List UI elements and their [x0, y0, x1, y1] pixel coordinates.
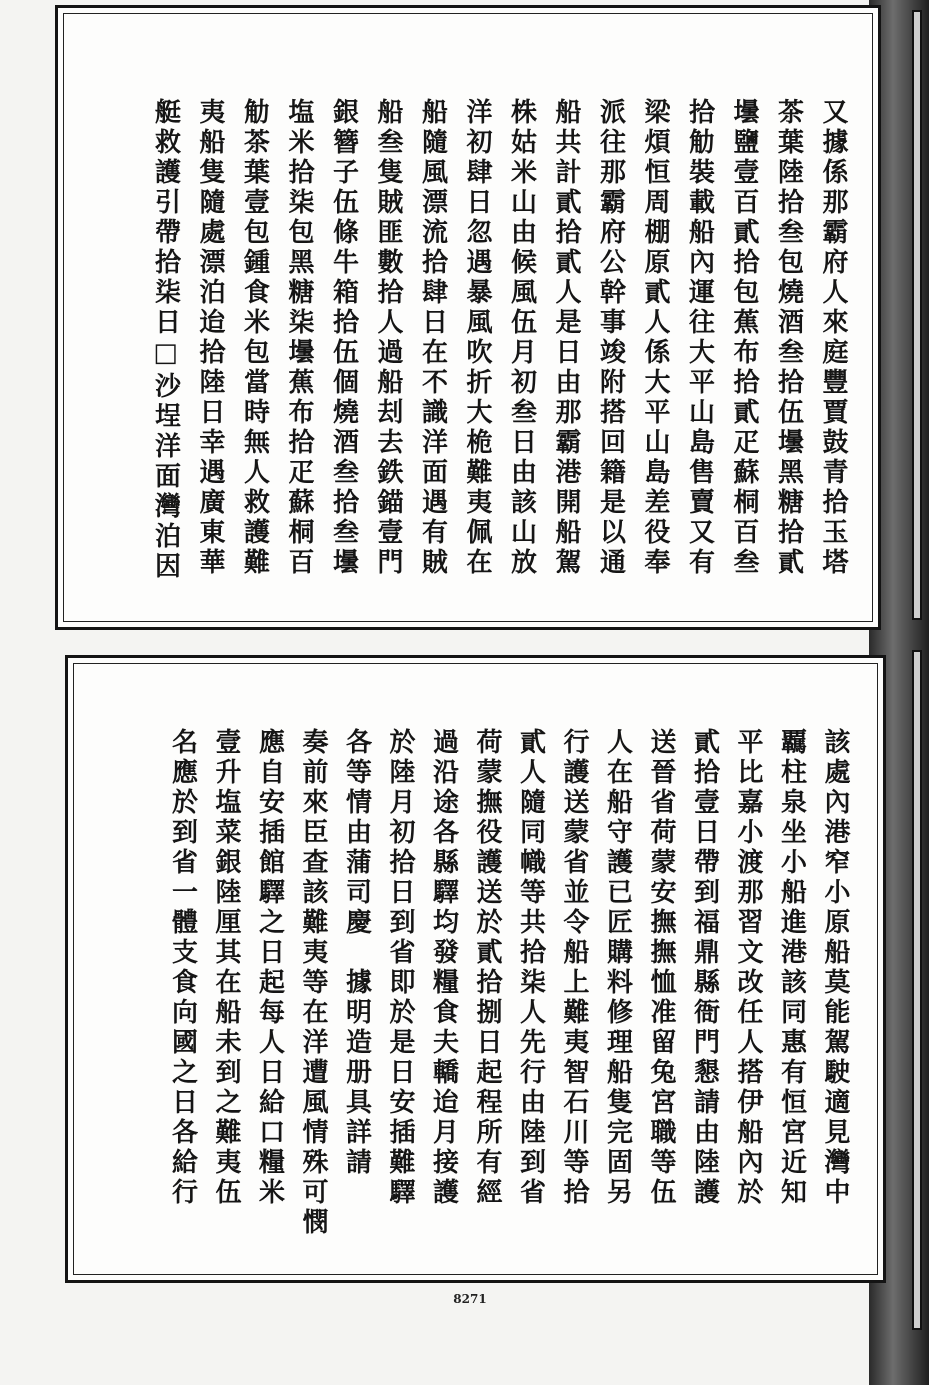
text-column: 夷船隻隨處漂泊迨拾陸日幸遇廣東華 — [195, 98, 225, 578]
text-column: 茶葉陸拾叁包燒酒叁拾伍壜黑糖拾貳 — [773, 98, 804, 578]
text-column: 各等情由蒲司慶 據明造册具詳請 — [341, 728, 372, 1178]
text-column: 於陸月初拾日到省即於是日安插難驛 — [385, 728, 415, 1208]
text-column: 又據係那霸府人來庭豐賈鼓青拾玉塔 — [818, 98, 848, 578]
facing-page-edge-top — [912, 10, 922, 620]
document-panel-bottom — [65, 655, 886, 1283]
text-column: 貳人隨同幟等共拾柒人先行由陸到省 — [515, 728, 546, 1208]
text-column: 壹升塩菜銀陸厘其在船未到之難夷伍 — [211, 728, 241, 1208]
facing-page-edge-bottom — [912, 650, 922, 1330]
text-column: 該處內港窄小原船莫能駕駛適見灣中 — [820, 728, 850, 1208]
text-column: 觔茶葉壹包鍾食米包當時無人救護難 — [239, 98, 270, 578]
text-column: 船共計貳拾貳人是日由那霸港開船駕 — [551, 98, 581, 578]
text-column: 應自安插館驛之日起每人日給口糧米 — [254, 728, 285, 1208]
text-column: 平比嘉小渡那習文改任人搭伊船內於 — [733, 728, 763, 1208]
text-column: 船隨風漂流拾肆日在不識洋面遇有賊 — [417, 98, 448, 578]
document-panel-top — [55, 5, 881, 630]
text-column: 艇救護引帶拾柒日□沙埕洋面灣泊因 — [150, 98, 181, 582]
text-column: 人在船守護已匠購料修理船隻完固另 — [602, 728, 633, 1208]
text-column: 貳拾壹日帶到福鼎縣衙門懇請由陸護 — [689, 728, 720, 1208]
text-column: 派往那霸府公幹事竣附搭回籍是以通 — [595, 98, 626, 578]
text-column: 行護送蒙省並令船上難夷智石川等拾 — [559, 728, 589, 1208]
text-column: 覊柱泉坐小船進港該同惠有恒宮近知 — [776, 728, 807, 1208]
text-column: 拾觔裝載船內運往大平山島售賣又有 — [684, 98, 715, 578]
text-column: 梁煩恒周棚原貳人係大平山島差役奉 — [640, 98, 670, 578]
text-column: 株姑米山由候風伍月初叁日由該山放 — [506, 98, 537, 578]
text-column: 送晉省荷蒙安撫撫恤准留兔宮職等伍 — [646, 728, 676, 1208]
text-column: 名應於到省一體支食向國之日各給行 — [167, 728, 198, 1208]
text-column: 壜鹽壹百貳拾包蕉布拾貳疋蘇桐百叁 — [729, 98, 759, 578]
text-column: 銀簪子伍條牛箱拾伍個燒酒叁拾叁壜 — [328, 98, 359, 578]
text-column: 奏前來臣查該難夷等在洋遭風情殊可憫 — [298, 728, 328, 1238]
text-column: 塩米拾柒包黑糖柒壜蕉布拾疋蘇桐百 — [284, 98, 314, 578]
text-column: 洋初肆日忽遇暴風吹折大桅難夷佩在 — [462, 98, 492, 578]
page-number: 8271 — [453, 1292, 487, 1306]
text-column: 船叁隻賊匪數拾人過船刦去鉄錨壹門 — [373, 98, 403, 578]
text-column: 荷蒙撫役護送於貳拾捌日起程所有經 — [472, 728, 502, 1208]
text-column: 過沿途各縣驛均發糧食夫轎迨月接護 — [428, 728, 459, 1208]
